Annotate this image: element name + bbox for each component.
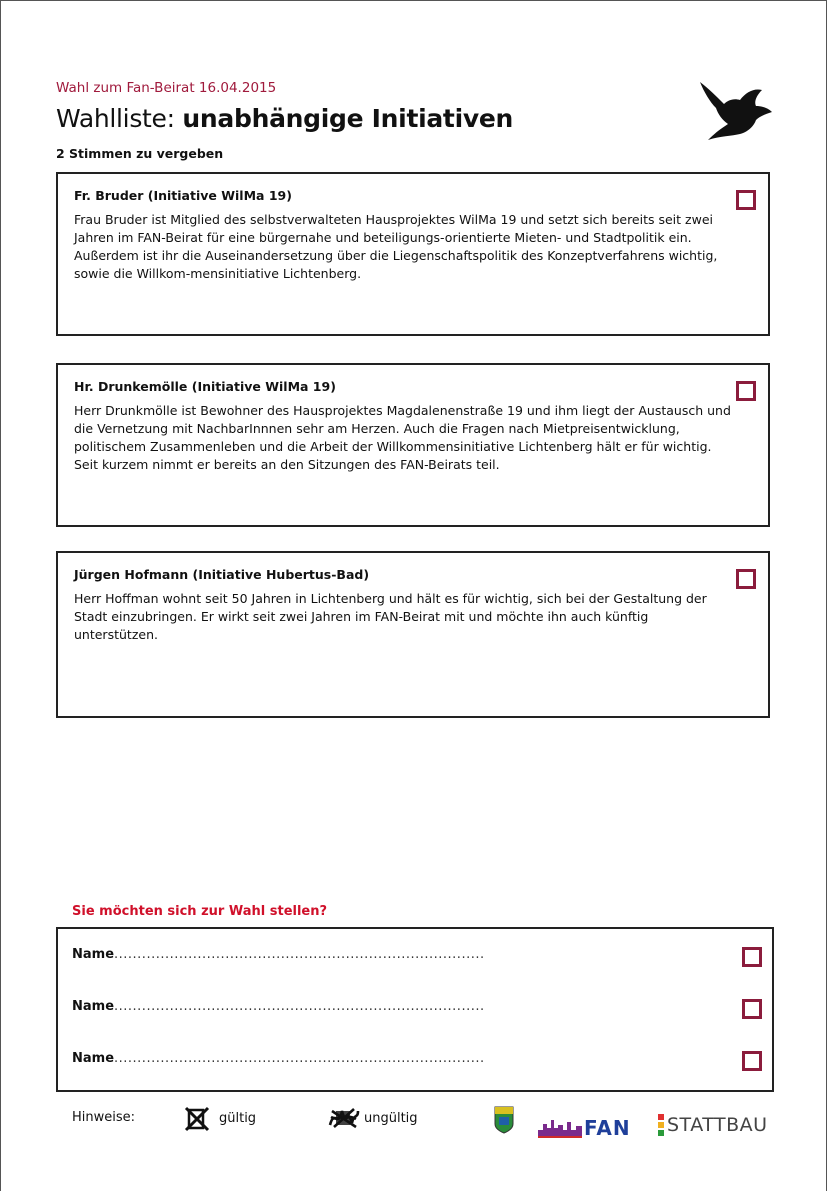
write-in-row[interactable] [72, 947, 485, 962]
write-in-row[interactable] [72, 1051, 485, 1066]
valid-cross-icon [184, 1106, 210, 1132]
title-prefix: Wahlliste: [56, 104, 175, 133]
fan-skyline-icon [538, 1116, 582, 1138]
name-label: Name [72, 999, 115, 1014]
candidate-card [56, 172, 770, 336]
write-in-row[interactable] [72, 999, 485, 1014]
stattbau-logo-text: STATTBAU [667, 1114, 768, 1136]
dove-icon [694, 78, 776, 142]
candidate-card [56, 363, 770, 527]
name-line: ................................................................................ [114, 947, 485, 962]
valid-label: gültig [219, 1111, 257, 1126]
list-title [56, 104, 513, 133]
vote-checkbox[interactable] [736, 569, 756, 589]
candidate-name: Jürgen Hofmann (Initiative Hubertus-Bad) [74, 567, 370, 582]
write-in-checkbox[interactable] [742, 999, 762, 1019]
vote-checkbox[interactable] [736, 190, 756, 210]
invalid-scribble-icon [328, 1105, 360, 1131]
district-crest-icon [494, 1106, 514, 1134]
fan-logo-text: FAN [584, 1116, 631, 1140]
candidate-description: Frau Bruder ist Mitglied des selbstverwalteten Hausprojektes WilMa 19 und setzt sich bereits seit zwei Jahren im FAN-Beirat für eine bürgernahe und beteiligungs-orientierte Mieten- und Stadtpolitik ein. Außerdem ist ihr die Auseinandersetzung über die Liegenschaftspolitik des Konzeptverfahrens wichtig, sowie die Willkom-mensinitiative Lichtenberg. [74, 212, 718, 281]
write-in-checkbox[interactable] [742, 1051, 762, 1071]
candidate-card [56, 551, 770, 718]
election-date: Wahl zum Fan-Beirat 16.04.2015 [56, 80, 277, 96]
stattbau-bar-icon [658, 1114, 666, 1140]
title-main: unabhängige Initiativen [182, 104, 513, 133]
candidate-name: Hr. Drunkemölle (Initiative WilMa 19) [74, 379, 336, 394]
name-label: Name [72, 1051, 115, 1066]
write-in-box [56, 927, 774, 1092]
invalid-label: ungültig [364, 1111, 418, 1126]
vote-checkbox[interactable] [736, 381, 756, 401]
candidate-description-extra: Seit kurzem nimmt er bereits an den Sitzungen des FAN-Beirats teil. [74, 457, 500, 472]
write-in-checkbox[interactable] [742, 947, 762, 967]
candidate-description: Herr Hoffman wohnt seit 50 Jahren in Lichtenberg und hält es für wichtig, sich bei der Gestaltung der Stadt einzubringen. Er wirkt seit zwei Jahren im FAN-Beirat mit und möchte ihn auch künftig unterstützen. [74, 591, 707, 642]
candidate-description: Herr Drunkmölle ist Bewohner des Hausprojektes Magdalenenstraße 19 und ihm liegt der Austausch und die Vernetzung mit NachbarInnnen sehr am Herzen. Auch die Fragen nach Mietpreisentwicklung, politischem Zusammenleben und die Arbeit der Willkommensinitiative Lichtenberg hält er für wichtig. [74, 403, 731, 454]
join-heading: Sie möchten sich zur Wahl stellen? [72, 904, 328, 919]
name-label: Name [72, 947, 115, 962]
candidate-name: Fr. Bruder (Initiative WilMa 19) [74, 188, 292, 203]
hint-label: Hinweise: [72, 1110, 136, 1125]
name-line: ................................................................................ [114, 999, 485, 1014]
name-line: ................................................................................ [114, 1051, 485, 1066]
votes-info: 2 Stimmen zu vergeben [56, 146, 224, 161]
